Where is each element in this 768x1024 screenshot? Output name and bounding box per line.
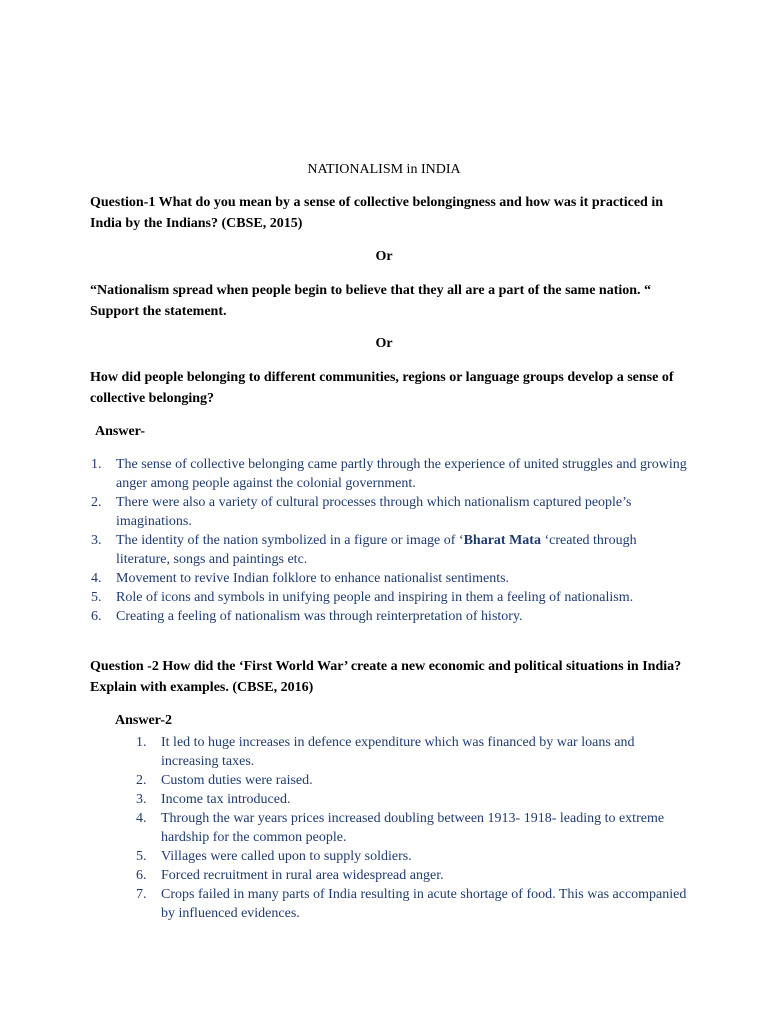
list-item: 5. Villages were called upon to supply soldiers.	[136, 849, 412, 864]
answer-2-list	[136, 733, 691, 923]
question-2: Question -2 How did the ‘First World War’ create a new economic and political situations in India? Explain with examples. (CBSE, 2016)	[90, 659, 682, 695]
answer-2-label: Answer-2	[115, 713, 173, 728]
question-1-alt-2: How did people belonging to different communities, regions or language groups develop a sense of collective belonging?	[90, 370, 674, 406]
answer-1-label: Answer-	[95, 424, 146, 439]
list-item: 4. Movement to revive Indian folklore to enhance nationalist sentiments.	[91, 571, 510, 586]
list-item: 3. Income tax introduced.	[136, 792, 291, 807]
or-separator-1: Or	[375, 249, 393, 264]
list-item: 2. Custom duties were raised.	[136, 773, 313, 788]
page-title: NATIONALISM in INDIA	[307, 162, 461, 177]
list-item: 2. There were also a variety of cultural processes through which nationalism captured people’s imaginations.	[91, 495, 632, 529]
list-item: 7. Crops failed in many parts of India resulting in acute shortage of food. This was accompanied by influenced evidences.	[136, 887, 687, 921]
list-item: 1. It led to huge increases in defence expenditure which was financed by war loans and increasing taxes.	[136, 735, 635, 769]
list-item: 4. Through the war years prices increased doubling between 1913- 1918- leading to extreme hardship for the common people.	[136, 811, 665, 845]
list-item: 3. The identity of the nation symbolized in a figure or image of ‘Bharat Mata ‘created through literature, songs and paintings etc.	[91, 533, 637, 567]
list-item: 6. Forced recruitment in rural area widespread anger.	[136, 868, 444, 883]
list-item: 6. Creating a feeling of nationalism was through reinterpretation of history.	[91, 609, 523, 624]
or-separator-2: Or	[375, 336, 393, 351]
list-item: 5. Role of icons and symbols in unifying people and inspiring in them a feeling of nationalism.	[91, 590, 634, 605]
answer-1-list	[91, 455, 691, 626]
question-1: Question-1 What do you mean by a sense of collective belongingness and how was it practiced in India by the Indians? (CBSE, 2015)	[90, 195, 663, 231]
bharat-mata-emphasis: Bharat Mata	[463, 533, 541, 548]
question-1-alt-1: “Nationalism spread when people begin to believe that they all are a part of the same nation. “ Support the statement.	[90, 283, 652, 319]
list-item: 1. The sense of collective belonging came partly through the experience of united struggles and growing anger among people against the colonial government.	[91, 457, 687, 491]
